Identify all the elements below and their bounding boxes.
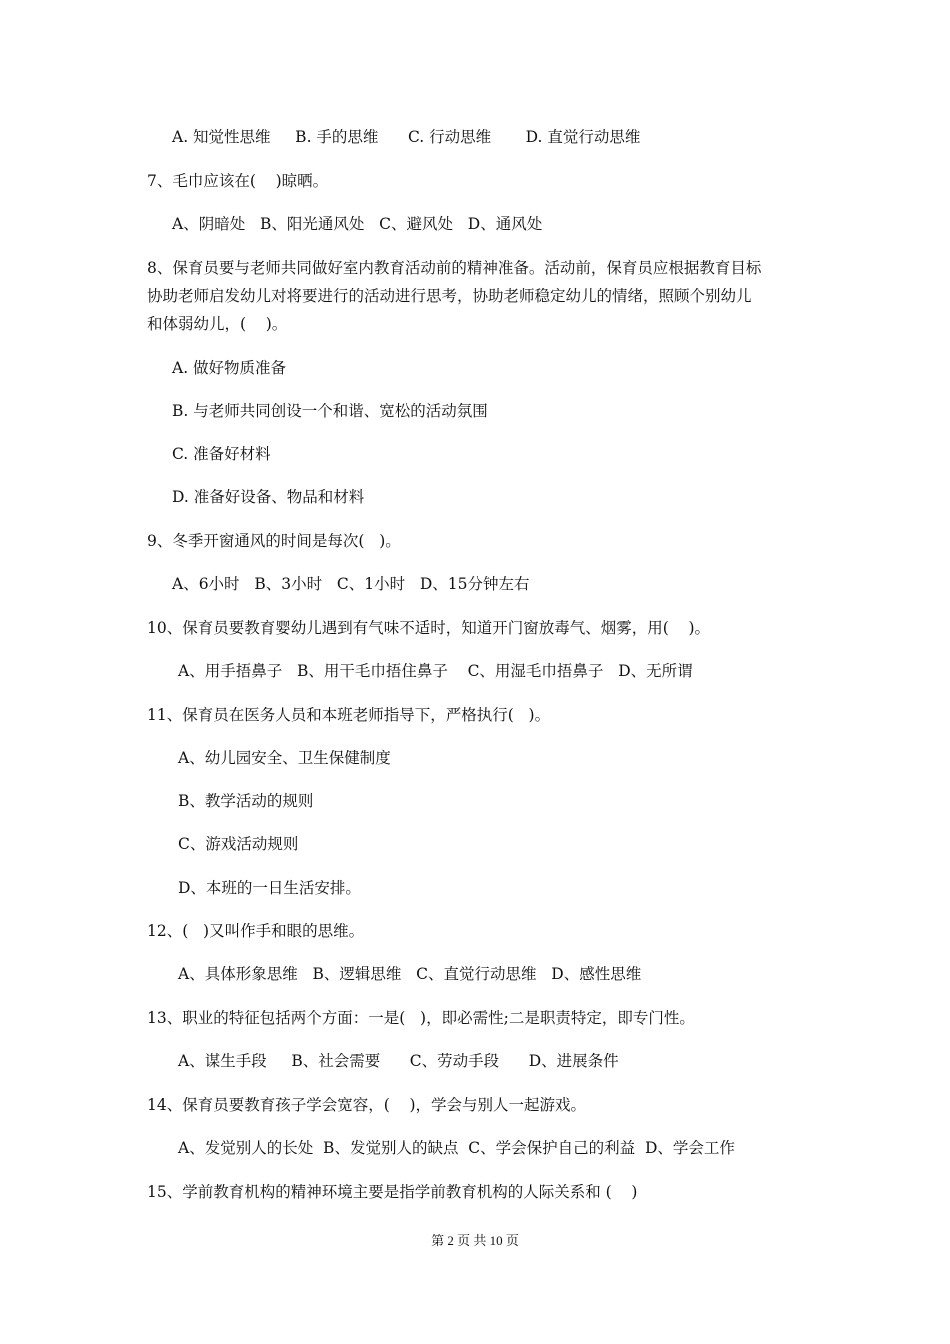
q11-option-a: A、幼儿园安全、卫生保健制度 bbox=[178, 749, 391, 767]
q11-question: 11、保育员在医务人员和本班老师指导下，严格执行( )。 bbox=[147, 706, 551, 724]
q12-options: A、具体形象思维 B、逻辑思维 C、直觉行动思维 D、感性思维 bbox=[178, 965, 642, 983]
q14-options: A、发觉别人的长处 B、发觉别人的缺点 C、学会保护自己的利益 D、学会工作 bbox=[178, 1139, 735, 1157]
q7-options: A、阴暗处 B、阳光通风处 C、避风处 D、通风处 bbox=[172, 215, 543, 233]
q10-question: 10、保育员要教育婴幼儿遇到有气味不适时，知道开门窗放毒气、烟雾，用( )。 bbox=[147, 619, 711, 637]
q9-options: A、6小时 B、3小时 C、1小时 D、15分钟左右 bbox=[172, 575, 530, 593]
q15-question: 15、学前教育机构的精神环境主要是指学前教育机构的人际关系和 ( ) bbox=[147, 1183, 638, 1201]
q7-question: 7、毛巾应该在( )晾晒。 bbox=[147, 172, 329, 190]
q8-option-d: D. 准备好设备、物品和材料 bbox=[172, 488, 365, 506]
q11-option-c: C、游戏活动规则 bbox=[178, 835, 299, 853]
q8-question-line-1: 8、保育员要与老师共同做好室内教育活动前的精神准备。活动前，保育员应根据教育目标 bbox=[147, 259, 762, 277]
q8-option-c: C. 准备好材料 bbox=[172, 445, 271, 463]
q14-question: 14、保育员要教育孩子学会宽容，( )，学会与别人一起游戏。 bbox=[147, 1096, 587, 1114]
q12-question: 12、( )又叫作手和眼的思维。 bbox=[147, 922, 365, 940]
q13-question: 13、职业的特征包括两个方面：一是( )，即必需性;二是职责特定，即专门性。 bbox=[147, 1009, 695, 1027]
q8-option-b: B. 与老师共同创设一个和谐、宽松的活动氛围 bbox=[172, 402, 488, 420]
q10-options: A、用手捂鼻子 B、用干毛巾捂住鼻子 C、用湿毛巾捂鼻子 D、无所谓 bbox=[178, 662, 693, 680]
q9-question: 9、冬季开窗通风的时间是每次( )。 bbox=[147, 532, 401, 550]
q8-question-line-2: 协助老师启发幼儿对将要进行的活动进行思考，协助老师稳定幼儿的情绪，照顾个别幼儿 bbox=[147, 287, 752, 305]
page-footer: 第 2 页 共 10 页 bbox=[431, 1233, 519, 1248]
q11-option-d: D、本班的一日生活安排。 bbox=[178, 879, 361, 897]
q11-option-b: B、教学活动的规则 bbox=[178, 792, 314, 810]
q6-options: A. 知觉性思维 B. 手的思维 C. 行动思维 D. 直觉行动思维 bbox=[172, 128, 641, 146]
q13-options: A、谋生手段 B、社会需要 C、劳动手段 D、进展条件 bbox=[178, 1052, 619, 1070]
q8-option-a: A. 做好物质准备 bbox=[172, 359, 287, 377]
q8-question-line-3: 和体弱幼儿，( )。 bbox=[147, 315, 288, 333]
